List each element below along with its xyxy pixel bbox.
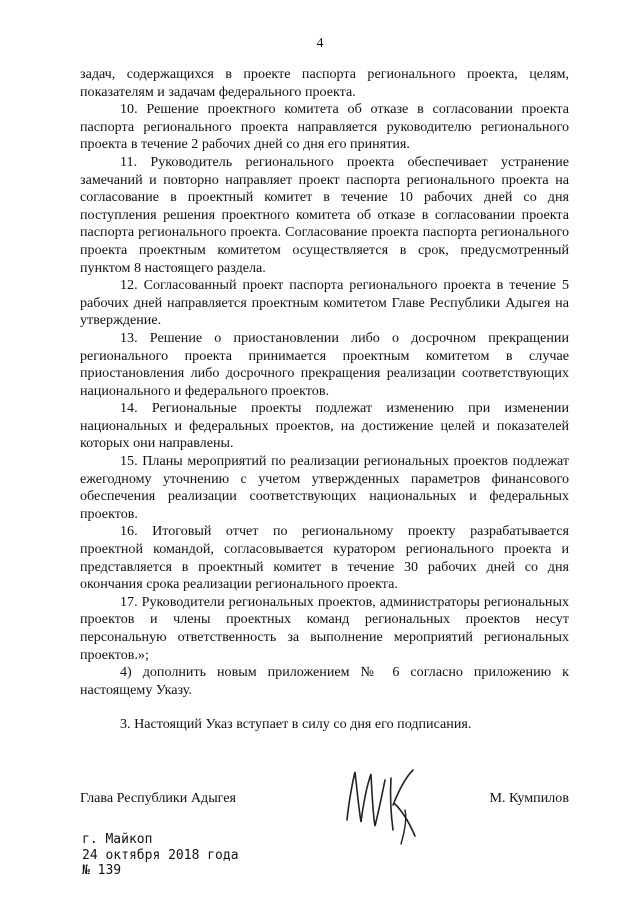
paragraph-item-10: 10. Решение проектного комитета об отказе в согласовании проекта паспорта регионального проекта направляется руководителю регионального проекта в течение 2 рабочих дней со дня его принятия. xyxy=(80,101,569,153)
signatory-title: Глава Республики Адыгея xyxy=(80,790,237,806)
date-line: 24 октября 2018 года xyxy=(82,847,239,863)
paragraph-item-11: 11. Руководитель регионального проекта обеспечивает устранение замечаний и повторно направляет проект паспорта регионального проекта на согласование в проектный комитет в течение 10 рабочих дней со дня поступления решения проектного комитета об отказе в согласовании проекта паспорта регионального проекта. Согласование проекта паспорта регионального проекта проектным комитетом осуществляется в срок, предусмотренный пунктом 8 настоящего раздела. xyxy=(80,153,569,276)
paragraph-subitem-4: 4) дополнить новым приложением № 6 согласно приложению к настоящему Указу. xyxy=(80,664,569,698)
number-line: № 139 xyxy=(82,863,122,878)
paragraph-item-16: 16. Итоговый отчет по региональному проекту разрабатывается проектной командой, согласовывается куратором регионального проекта и представляется в проектный комитет в течение 30 рабочих дней со дня окончания срока реализации регионального проекта. xyxy=(80,523,569,593)
page-number: 4 xyxy=(316,36,324,51)
signatory-name: М. Кумпилов xyxy=(489,790,569,806)
paragraph-item-12: 12. Согласованный проект паспорта регионального проекта в течение 5 рабочих дней направляется проектным комитетом Главе Республики Адыгея на утверждение. xyxy=(80,277,569,329)
paragraph-item-17: 17. Руководители региональных проектов, администраторы региональных проектов и члены проектных команд региональных проектов несут персональную ответственность за выполнение мероприятий региональных проектов.»; xyxy=(80,593,569,663)
paragraph-item-13: 13. Решение о приостановлении либо о досрочном прекращении регионального проекта принимается проектным комитетом в случае приостановления либо досрочного прекращения реализации соответствующих национального и федерального проектов. xyxy=(80,329,569,399)
handwritten-signature xyxy=(335,760,435,850)
paragraph-item-3: 3. Настоящий Указ вступает в силу со дня его подписания. xyxy=(120,716,472,733)
paragraph: задач, содержащихся в проекте паспорта регионального проекта, целям, показателям и задачам федерального проекта. xyxy=(80,66,569,100)
city-line: г. Майкоп xyxy=(82,832,153,847)
document-body xyxy=(80,66,569,734)
signature-block xyxy=(80,778,569,838)
paragraph-item-14: 14. Региональные проекты подлежат изменению при изменении национальных и федеральных проектов, на достижение целей и показателей которых они направлены. xyxy=(80,400,569,452)
registration-stamp xyxy=(82,832,239,879)
paragraph-item-15: 15. Планы мероприятий по реализации региональных проектов подлежат ежегодному уточнению с учетом утвержденных параметров финансового обеспечения реализации соответствующих национальных и федеральных проектов. xyxy=(80,453,569,522)
